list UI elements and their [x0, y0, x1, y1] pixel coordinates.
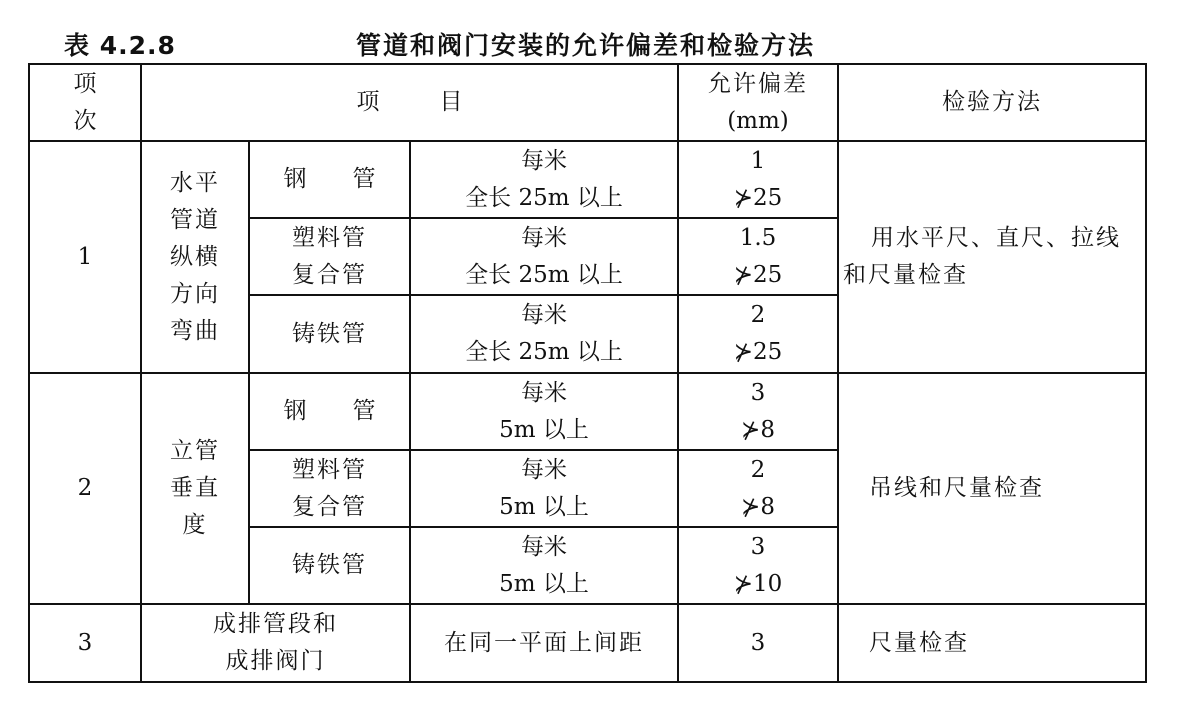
category-vertical: 立管 垂直 度	[141, 373, 249, 604]
tolerance-value: 3 ⊁8	[678, 373, 838, 450]
tolerance-table	[28, 63, 1147, 683]
header-tolerance: 允许偏差 (mm)	[678, 64, 838, 141]
tolerance-value: 3	[678, 604, 838, 682]
inspection-method: 尺量检查	[838, 604, 1146, 682]
table-number: 表 4.2.8	[64, 31, 176, 60]
tolerance-value: 1.5 ⊁25	[678, 218, 838, 295]
table-title: 管道和阀门安装的允许偏差和检验方法	[356, 31, 816, 60]
condition: 每米 5m 以上	[410, 450, 678, 527]
tolerance-value: 2 ⊁8	[678, 450, 838, 527]
row-number: 1	[29, 141, 141, 373]
condition: 每米 5m 以上	[410, 527, 678, 604]
pipe-type: 钢 管	[249, 141, 410, 218]
pipe-type: 钢 管	[249, 373, 410, 450]
condition: 每米 全长 25m 以上	[410, 295, 678, 373]
header-item: 项 目	[141, 64, 678, 141]
inspection-method: 用水平尺、直尺、拉线 和尺量检查	[838, 141, 1146, 373]
tolerance-value: 3 ⊁10	[678, 527, 838, 604]
table-row	[29, 141, 1146, 218]
tolerance-value: 2 ⊁25	[678, 295, 838, 373]
inspection-method: 吊线和尺量检查	[838, 373, 1146, 604]
header-no: 项 次	[29, 64, 141, 141]
pipe-type: 铸铁管	[249, 295, 410, 373]
table-row	[29, 373, 1146, 450]
pipe-type: 塑料管 复合管	[249, 218, 410, 295]
row-number: 3	[29, 604, 141, 682]
condition: 每米 5m 以上	[410, 373, 678, 450]
condition: 在同一平面上间距	[410, 604, 678, 682]
pipe-type: 铸铁管	[249, 527, 410, 604]
tolerance-value: 1 ⊁25	[678, 141, 838, 218]
row-number: 2	[29, 373, 141, 604]
condition: 每米 全长 25m 以上	[410, 218, 678, 295]
category-horizontal: 水平 管道 纵横 方向 弯曲	[141, 141, 249, 373]
item-row-pipes: 成排管段和 成排阀门	[141, 604, 410, 682]
condition: 每米 全长 25m 以上	[410, 141, 678, 218]
table-header-row	[29, 64, 1146, 141]
pipe-type: 塑料管 复合管	[249, 450, 410, 527]
header-method: 检验方法	[838, 64, 1146, 141]
table-row	[29, 604, 1146, 682]
